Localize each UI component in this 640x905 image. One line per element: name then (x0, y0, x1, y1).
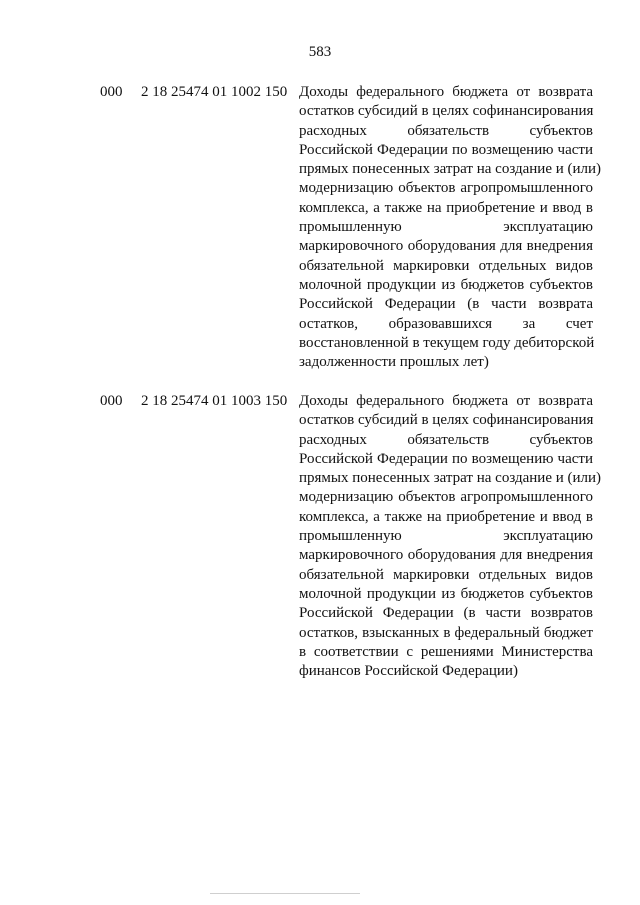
description-line: обязательной маркировки отдельных видов (299, 257, 593, 274)
description-line: расходных обязательств субъектов (299, 431, 593, 448)
description-line: модернизацию объектов агропромышленного (299, 180, 593, 197)
scan-edge-line (210, 893, 360, 894)
description-line: комплекса, а также на приобретение и ввод в (299, 508, 593, 525)
description-line: расходных обязательств субъектов (299, 122, 593, 139)
description-line: прямых понесенных затрат на создание и (или) (299, 470, 602, 487)
description-line: обязательной маркировки отдельных видов (299, 566, 593, 583)
administrator-code: 000 (100, 393, 123, 409)
income-description (299, 392, 602, 681)
administrator-code: 000 (100, 84, 123, 100)
description-line: остатков субсидий в целях софинансирования (299, 103, 594, 120)
description-line: Доходы федерального бюджета от возврата (299, 393, 593, 409)
description-line: остатков субсидий в целях софинансирования (299, 412, 594, 429)
description-line: маркировочного оборудования для внедрения (299, 238, 593, 255)
description-line: финансов Российской Федерации) (299, 663, 518, 680)
description-line: промышленную эксплуатацию (299, 219, 593, 236)
description-line: остатков, взысканных в федеральный бюджет (299, 624, 593, 641)
description-line: задолженности прошлых лет) (299, 354, 489, 371)
description-line: Российской Федерации (в части возврата (299, 296, 593, 313)
description-line: промышленную эксплуатацию (299, 528, 593, 545)
description-line: в соответствии с решениями Министерства (299, 643, 593, 660)
description-line: маркировочного оборудования для внедрения (299, 547, 593, 564)
description-line: остатков, образовавшихся за счет (299, 315, 593, 332)
description-line: прямых понесенных затрат на создание и (или) (299, 161, 602, 178)
description-line: Российской Федерации по возмещению части (299, 450, 593, 467)
description-line: молочной продукции из бюджетов субъектов (299, 585, 593, 602)
page-number: 583 (308, 44, 332, 60)
description-line: Российской Федерации (в части возвратов (299, 605, 593, 622)
income-description (299, 83, 602, 372)
description-line: восстановленной в текущем году дебиторской (299, 334, 595, 351)
description-line: Российской Федерации по возмещению части (299, 141, 593, 158)
description-line: молочной продукции из бюджетов субъектов (299, 276, 593, 293)
description-line: модернизацию объектов агропромышленного (299, 489, 593, 506)
budget-classification-code: 2 18 25474 01 1003 150 (141, 393, 288, 409)
description-line: комплекса, а также на приобретение и ввод в (299, 199, 593, 216)
description-line: Доходы федерального бюджета от возврата (299, 84, 593, 100)
budget-classification-code: 2 18 25474 01 1002 150 (141, 84, 288, 100)
